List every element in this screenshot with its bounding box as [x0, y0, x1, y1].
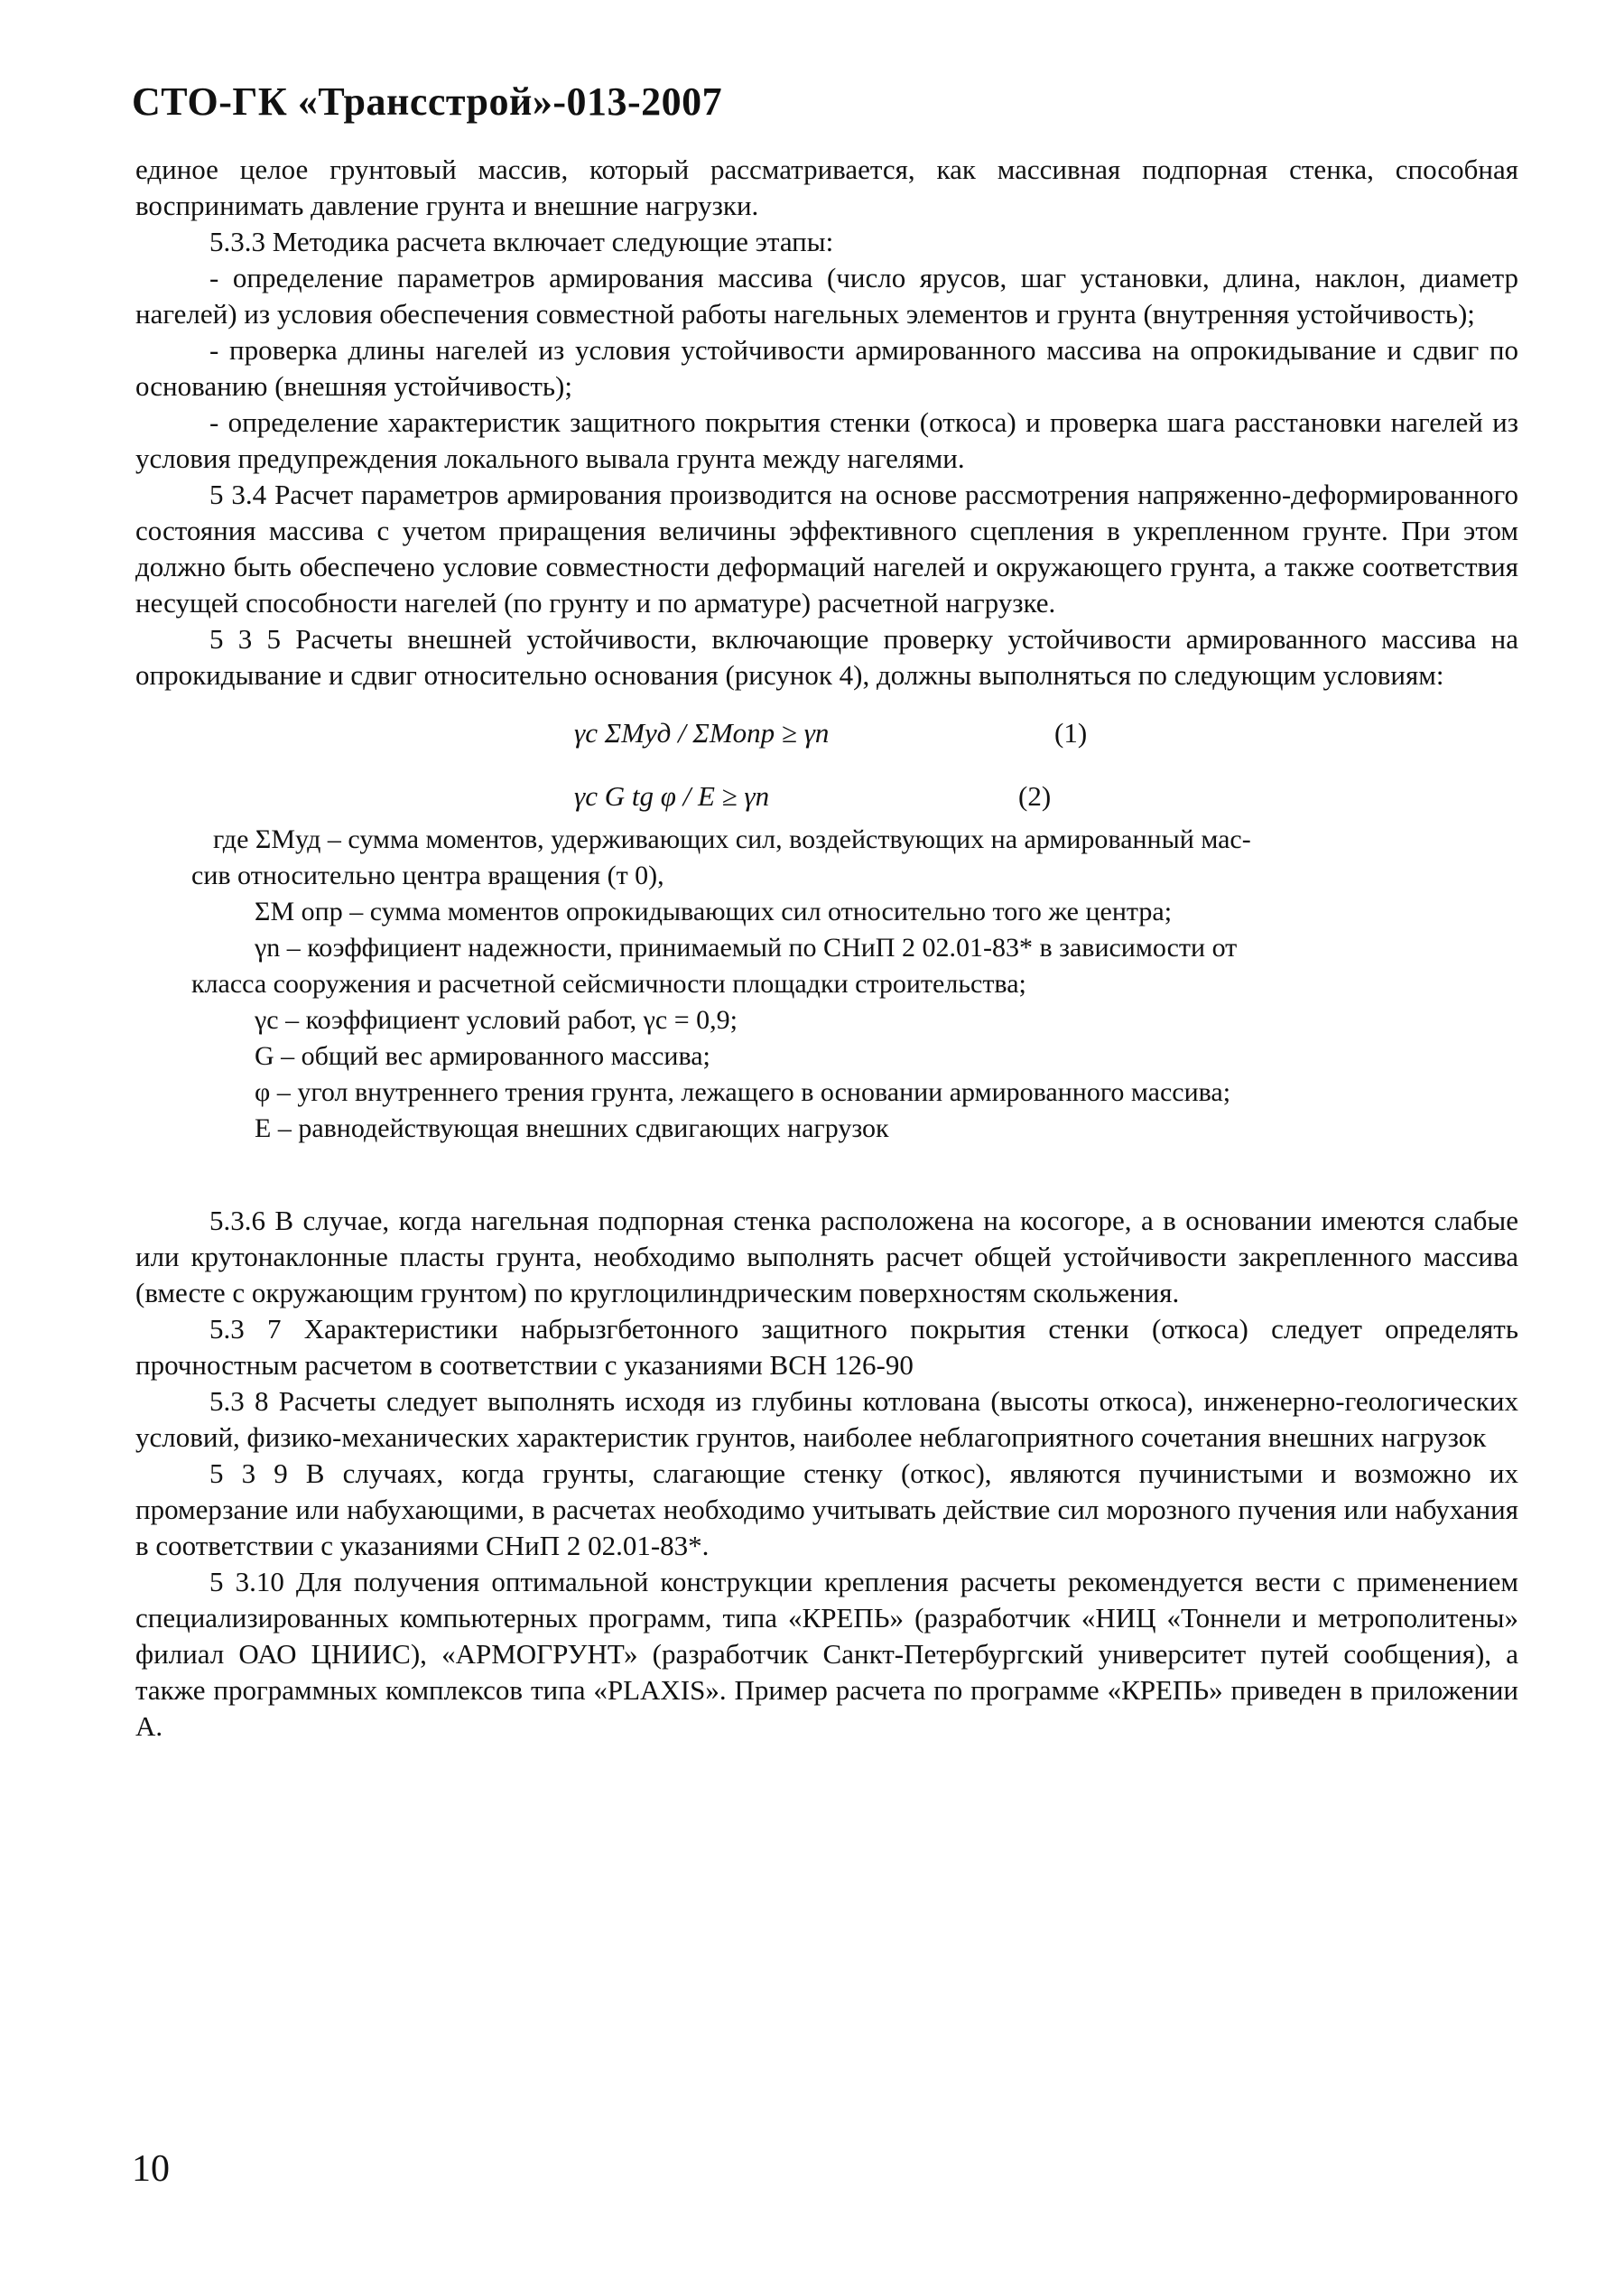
document-header: СТО-ГК «Трансстрой»-013-2007 — [132, 79, 723, 124]
definition-line: E – равнодействующая внешних сдвигающих нагрузок — [255, 1113, 889, 1143]
paragraph: 5.3.6 В случае, когда нагельная подпорная стенка расположена на косогоре, а в основании имеются слабые или крутонаклонные пласты грунта, необходимо выполнять расчет общей устойчивости закрепленного массива (вместе с окружающим грунтом) по круглоцилиндрическим поверхностям скольжения. — [135, 1205, 1518, 1308]
definition-line: γn – коэффициент надежности, принимаемый по СНиП 2 02.01-83* в зависимости от — [255, 933, 1238, 963]
definition-line: где ΣMуд – сумма моментов, удерживающих сил, воздействующих на армированный мас- — [213, 824, 1251, 854]
definition-line: класса сооружения и расчетной сейсмичности площадки строительства; — [191, 969, 1026, 999]
formula-number: (1) — [1054, 717, 1088, 749]
formula-2 — [135, 771, 1518, 822]
definition-line: φ – угол внутреннего трения грунта, лежащего в основании армированного массива; — [255, 1077, 1231, 1107]
paragraph: 5 3.4 Расчет параметров армирования производится на основе рассмотрения напряженно-деформированного состояния массива с учетом приращения величины эффективного сцепления в укрепленном грунте. При этом должно быть обеспечено условие совместности деформаций нагелей и окружающего грунта, а также соответствия несущей способности нагелей (по грунту и по арматуре) расчетной нагрузке. — [135, 479, 1518, 619]
paragraph: 5 3 9 В случаях, когда грунты, слагающие стенку (откос), являются пучинистыми и возможно их промерзание или набухающими, в расчетах необходимо учитывать действие сил морозного пучения или набухания в соответствии с указаниями СНиП 2 02.01-83*. — [135, 1457, 1518, 1561]
formula-number: (2) — [1018, 780, 1052, 812]
definition-line: сив относительно центра вращения (т 0), — [191, 861, 664, 890]
definition-line: γc – коэффициент условий работ, γc = 0,9; — [255, 1005, 738, 1035]
paragraph: - определение параметров армирования массива (число ярусов, шаг установки, длина, наклон, диаметр нагелей) из условия обеспечения совместной работы нагельных элементов и грунта (внутренняя устойчивость); — [135, 262, 1518, 330]
paragraph: - проверка длины нагелей из условия устойчивости армированного массива на опрокидывание и сдвиг по основанию (внешняя устойчивость); — [135, 334, 1518, 402]
definition-line: G – общий вес армированного массива; — [255, 1041, 710, 1071]
page-number: 10 — [132, 2148, 170, 2190]
formula-1 — [135, 708, 1518, 759]
formula-expression: γc G tg φ / E ≥ γn — [574, 780, 770, 812]
symbol-definitions — [135, 822, 1518, 1147]
paragraph: - определение характеристик защитного покрытия стенки (откоса) и проверка шага расстановки нагелей из условия предупреждения локального вывала грунта между нагелями. — [135, 406, 1518, 474]
paragraph: 5 3 5 Расчеты внешней устойчивости, включающие проверку устойчивости армированного массива на опрокидывание и сдвиг относительно основания (рисунок 4), должны выполняться по следующим условиям: — [135, 623, 1518, 691]
document-body — [135, 152, 1518, 1745]
paragraph: единое целое грунтовый массив, который рассматривается, как массивная подпорная стенка, способная воспринимать давление грунта и внешние нагрузки. — [135, 154, 1518, 221]
paragraph: 5.3.3 Методика расчета включает следующие этапы: — [209, 226, 834, 257]
paragraph: 5 3.10 Для получения оптимальной конструкции крепления расчеты рекомендуется вести с применением специализированных компьютерных программ, типа «КРЕПЬ» (разработчик «НИЦ «Тоннели и метрополитены» филиал ОАО ЦНИИС), «АРМОГРУНТ» (разработчик Санкт-Петербургский университет путей сообщения), а также программных комплексов типа «PLAXIS». Пример расчета по программе «КРЕПЬ» приведен в приложении А. — [135, 1566, 1518, 1742]
formula-expression: γc ΣMуд / ΣMопр ≥ γn — [574, 717, 830, 749]
definition-line: ΣM опр – сумма моментов опрокидывающих сил относительно того же центра; — [255, 897, 1173, 926]
paragraph: 5.3 8 Расчеты следует выполнять исходя из глубины котлована (высоты откоса), инженерно-геологических условий, физико-механических характеристик грунтов, наиболее неблагоприятного сочетания внешних нагрузок — [135, 1385, 1518, 1453]
paragraph: 5.3 7 Характеристики набрызгбетонного защитного покрытия стенки (откоса) следует определять прочностным расчетом в соответствии с указаниями ВСН 126-90 — [135, 1313, 1518, 1381]
